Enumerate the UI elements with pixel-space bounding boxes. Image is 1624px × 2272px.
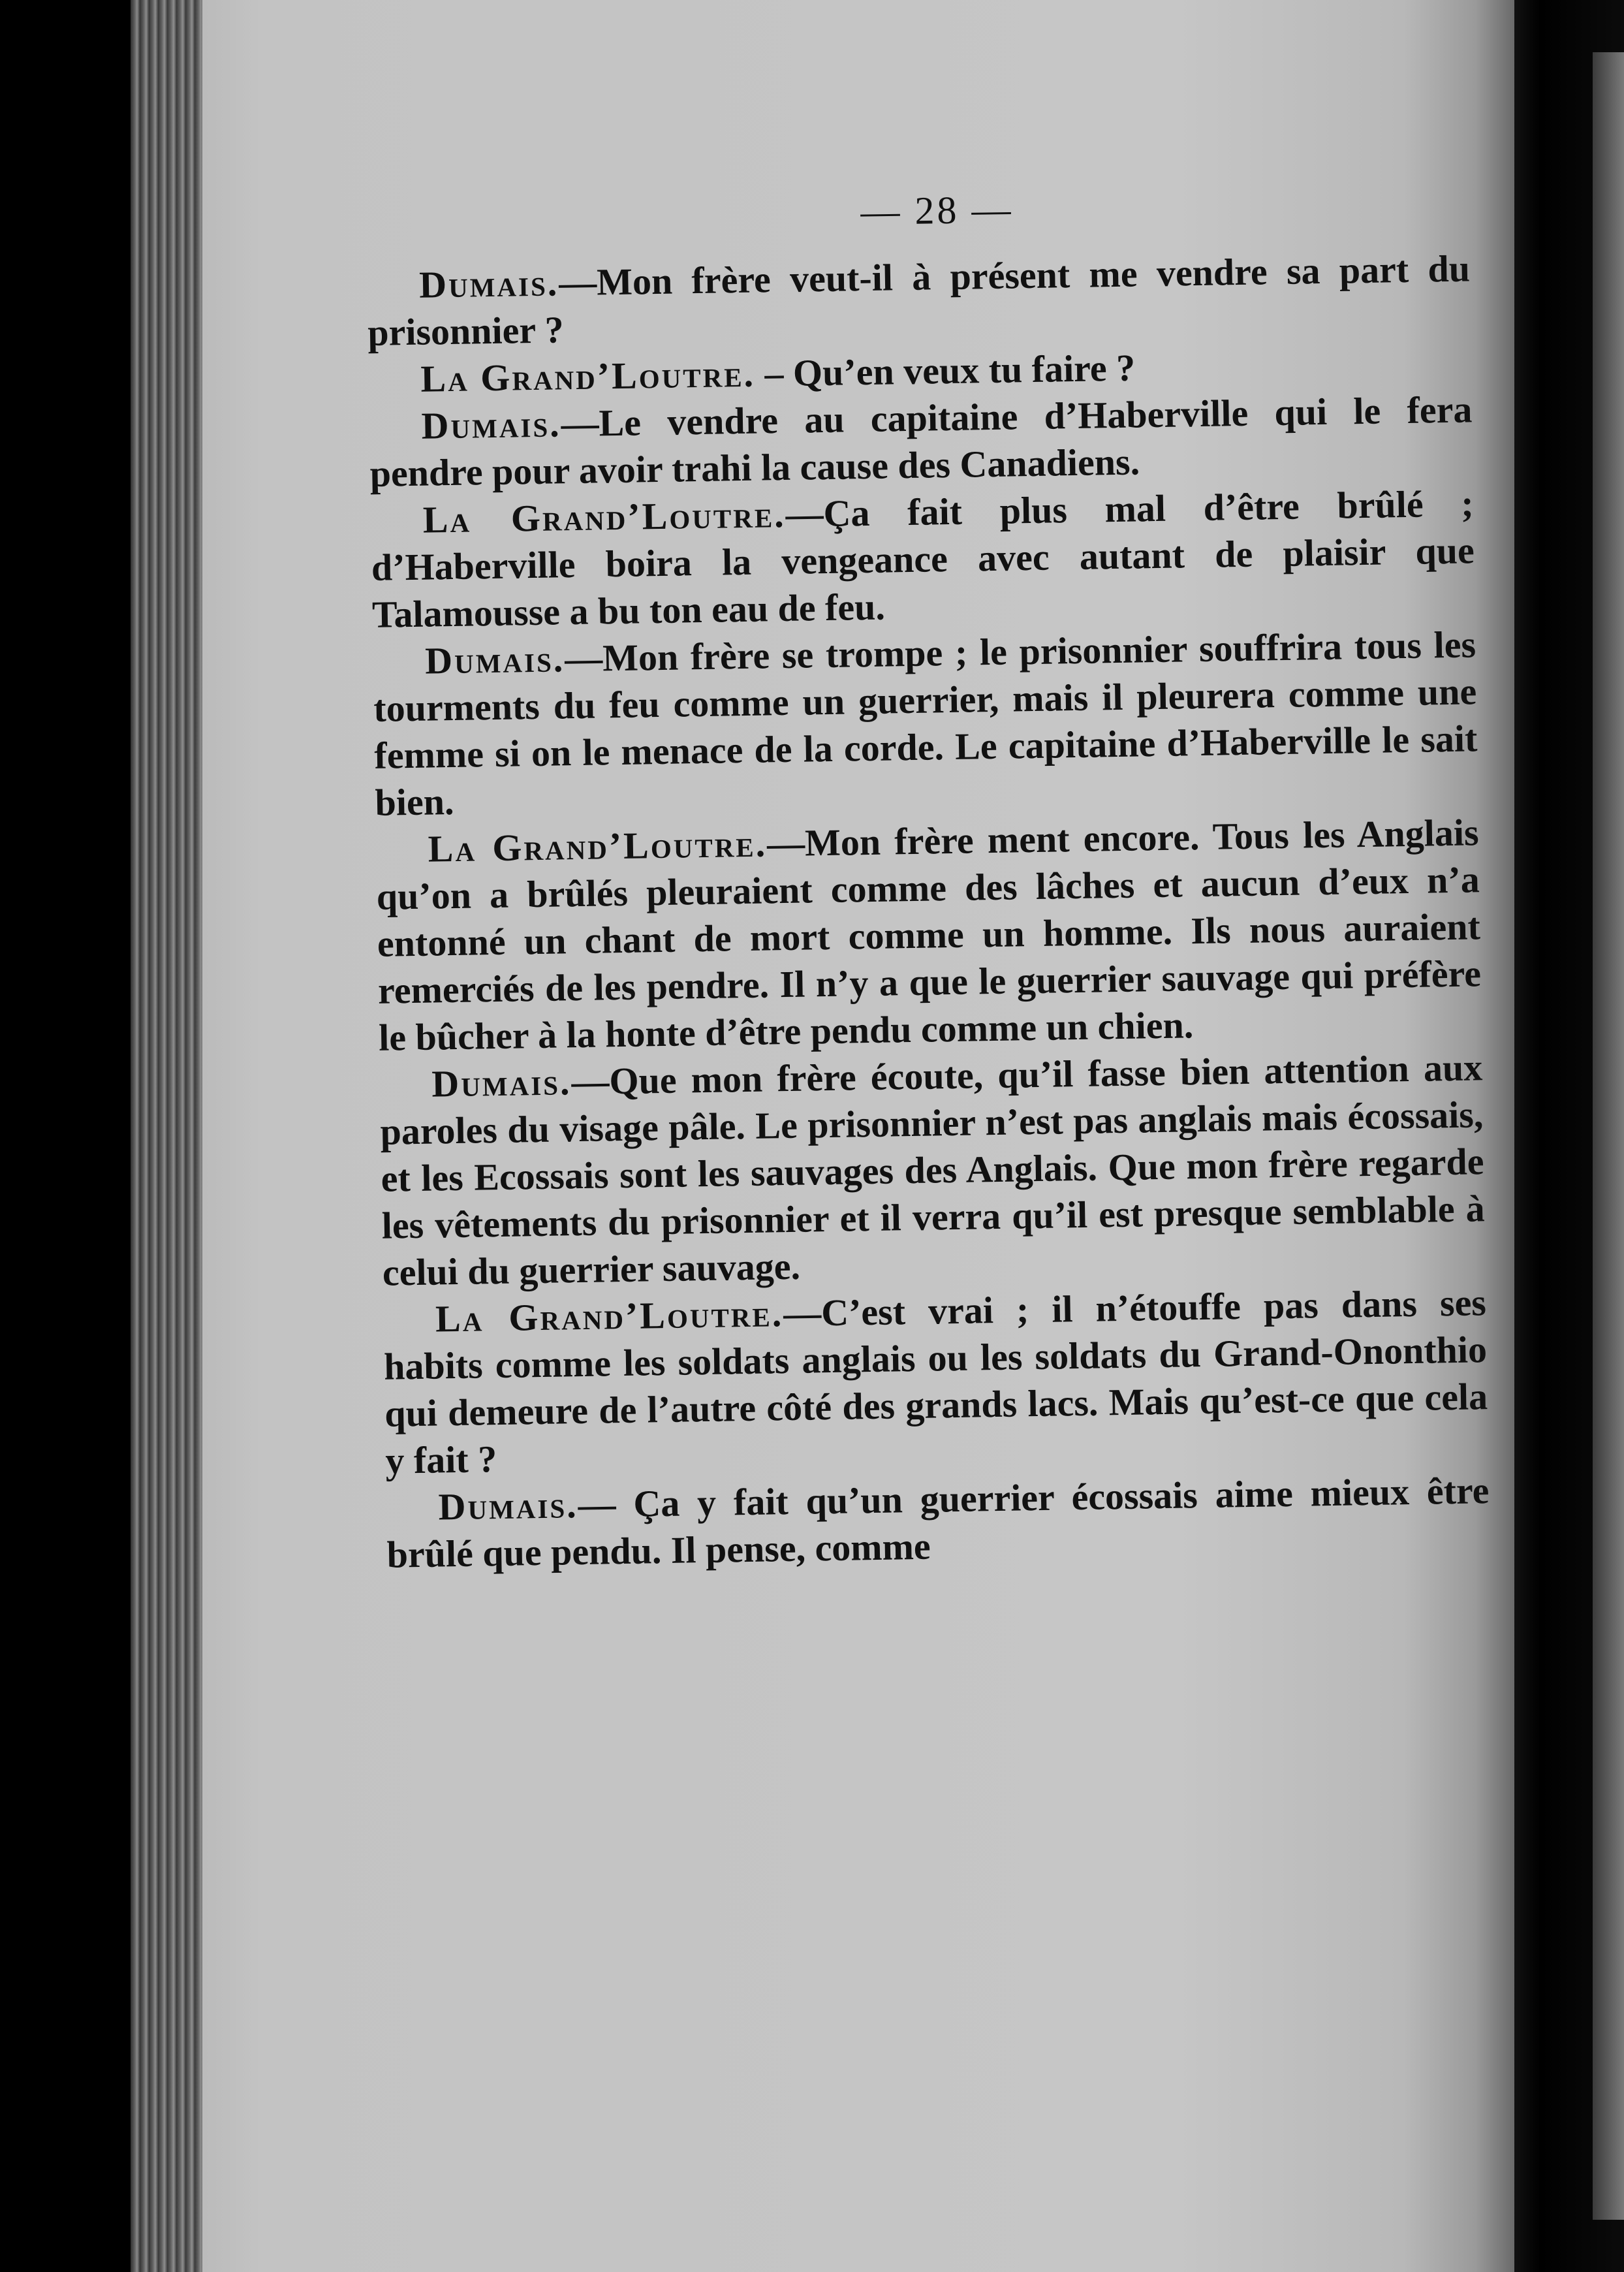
dialogue-paragraph [383,1279,1488,1485]
dialogue-paragraph [370,480,1475,639]
speech-text: —Mon frère ment encore. Tous les Anglais qu’on a brûlés pleuraient comme des lâches et aucun d’eux n’a entonné un chant de mort comme un homme. Ils nous auraient remerciés de les pendre. Il n’y a que le guerrier sauvage qui préfère le bûcher à la honte d’être pendu comme un chien. [376,811,1482,1059]
speaker-name: Dumais. [418,261,559,306]
speech-text: —Mon frère veut-il à présent me vendre sa part du prisonnier ? [367,247,1471,354]
speaker-name: La Grand’Loutre. [428,822,768,870]
dialogue-paragraph [386,1467,1490,1579]
dialogue-paragraph [367,245,1471,356]
speaker-name: La Grand’Loutre. [422,492,787,541]
speech-text: —Que mon frère écoute, qu’il fasse bien attention aux paroles du visage pâle. Le prisonnier n’est pas anglais mais écossais, et les Ecossais sont les sauvages des Anglais. Que mon frère regarde les vêtements du prisonnier et il verra qu’il est presque semblable à celui du guerrier sauvage. [380,1046,1486,1294]
speech-text: — Ça y fait qu’un guerrier écossais aime mieux être brûlé que pendu. Il pense, comme [386,1469,1490,1576]
speech-text: —Ça fait plus mal d’être brûlé ; d’Haberville boira la vengeance avec autant de plaisir que Talamousse a bu ton eau de feu. [371,482,1475,636]
speaker-name: La Grand’Loutre. [435,1292,784,1340]
speaker-name: Dumais. [438,1483,579,1528]
facing-page-edge [1593,52,1624,2220]
speech-text: —Le vendre au capitaine d’Haberville qui le fera pendre pour avoir trahi la cause des Canadiens. [369,388,1473,495]
book-gutter [131,0,202,2272]
dialogue-paragraph [369,386,1473,497]
speaker-name: Dumais. [421,402,562,447]
dialogue-paragraph [379,1044,1486,1297]
page-number: — 28 — [860,187,1014,234]
dialogue-paragraph [375,809,1482,1062]
body-text [366,178,1490,1578]
speech-text: – Qu’en veux tu faire ? [755,346,1136,395]
speaker-name: La Grand’Loutre. [420,352,756,400]
speech-text: —Mon frère se trompe ; le prisonnier souffrira tous les tourments du feu comme un guerrier, mais il pleurera comme une femme si on le menace de la corde. Le capitaine d’Haberville le sait bien. [373,623,1478,824]
dialogue-paragraph [373,621,1478,827]
speaker-name: Dumais. [431,1060,572,1105]
speech-text: —C’est vrai ; il n’étouffe pas dans ses habits comme les soldats anglais ou les soldats du Grand-Ononthio qui demeure de l’autre côté des grands lacs. Mais qu’est-ce que cela y fait ? [383,1281,1488,1482]
speaker-name: Dumais. [424,637,565,682]
